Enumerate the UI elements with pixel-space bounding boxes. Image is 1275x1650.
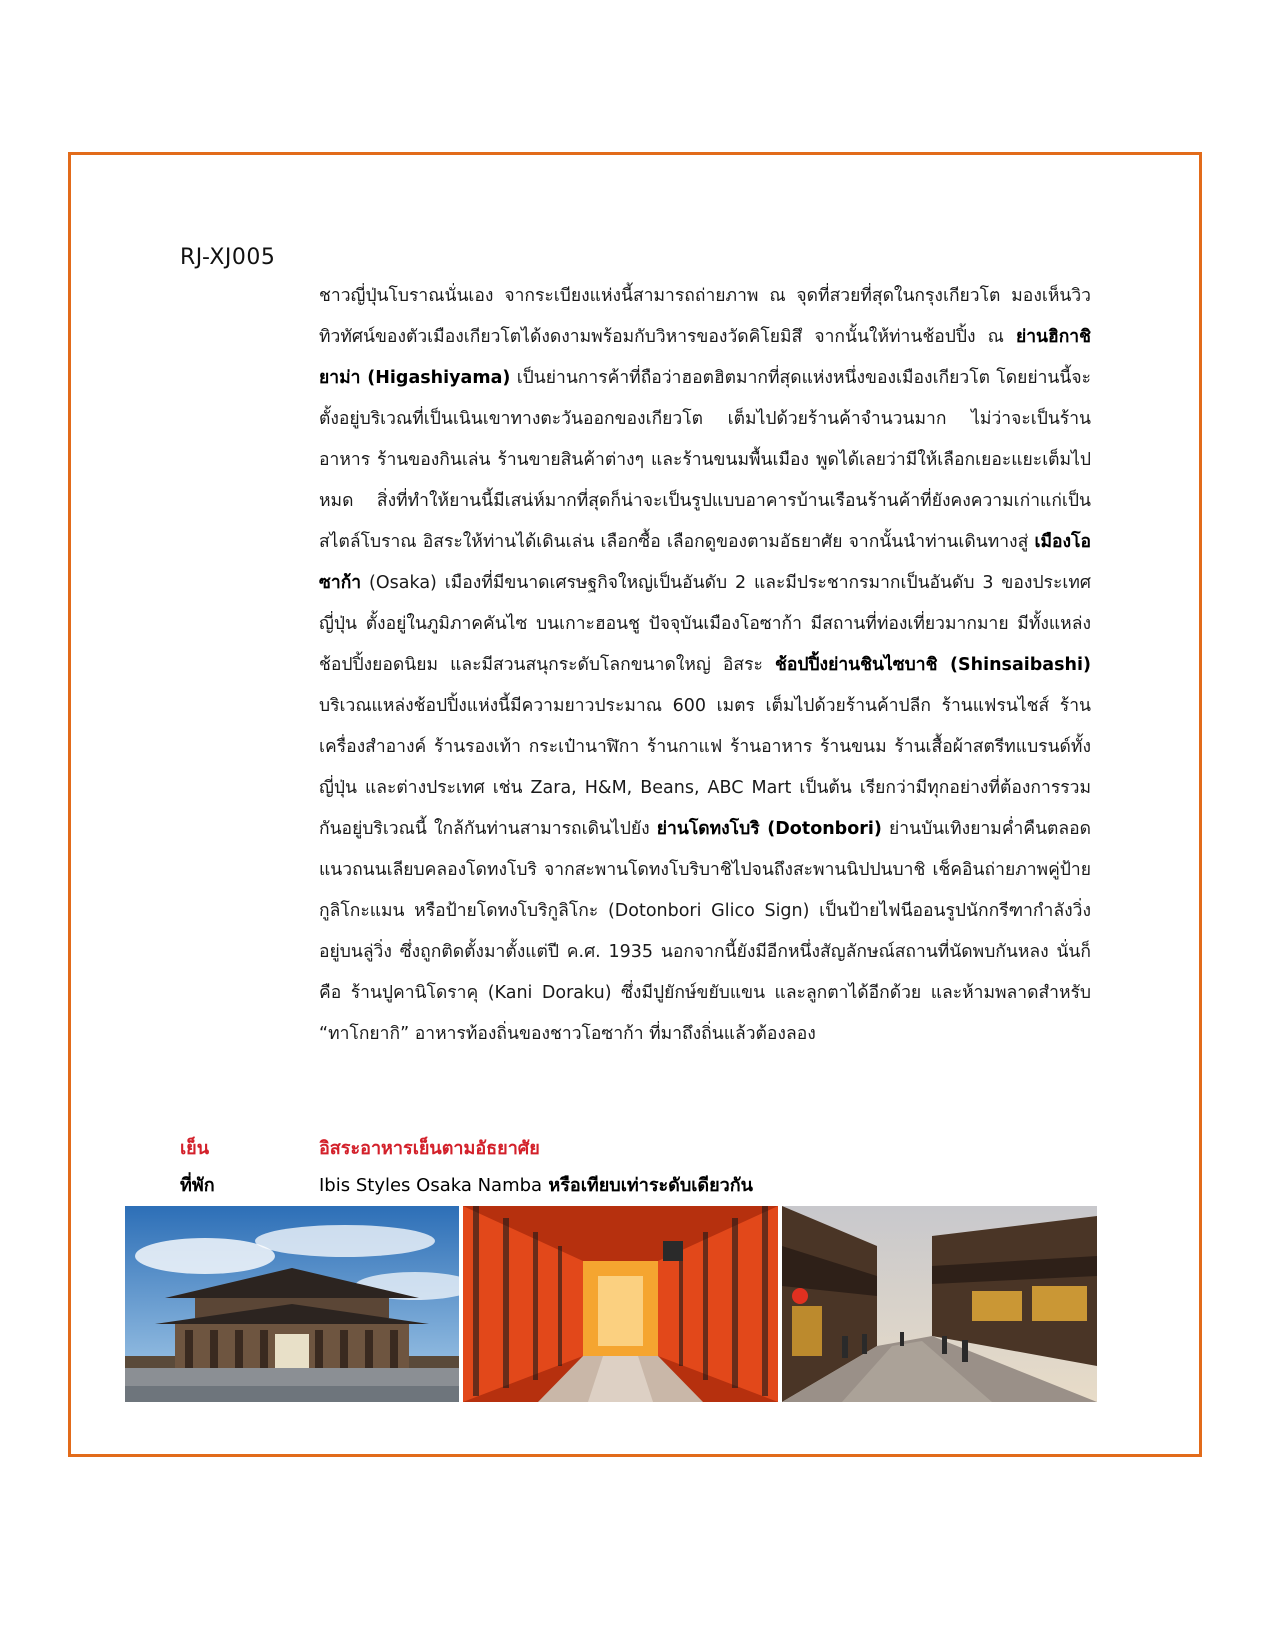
photo-old-street <box>782 1206 1097 1402</box>
itinerary-highlight-shinsaibashi: ช้อปปิ้งย่านชินไซบาชิ (Shinsaibashi) <box>774 655 1091 675</box>
dinner-value: อิสระอาหารเย็นตามอัธยาศัย <box>319 1138 540 1159</box>
itinerary-text <box>319 276 1091 1055</box>
torii-tunnel-image <box>463 1206 778 1402</box>
itinerary-p02: เป็นย่านการค้าที่ถือว่าฮอตฮิตมากที่สุดแห่งหนึ่งของเมืองเกียวโต โดยย่านนี้จะตั้งอยู่บริเวณที่เป็นเนินเขาทางตะวันออกของเกียวโต เต็มไปด้วยร้านค้าจำนวนมาก ไม่ว่าจะเป็นร้านอาหาร ร้านของกินเล่น ร้านขายสินค้าต่างๆ และร้านขนมพื้นเมือง พูดได้เลยว่ามีให้เลือกเยอะแยะเต็มไปหมด สิ่งที่ทำให้ยานนี้มีเสน่ห์มากที่สุดก็น่าจะเป็นรูปแบบอาคารบ้านเรือนร้านค้าที่ยังคงความเก่าแก่เป็นสไตล์โบราณ อิสระให้ท่านได้เดินเล่น เลือกซื้อ เลือกดูของตามอัธยาศัย จากนั้นนำท่านเดินทางสู่ <box>319 368 1091 552</box>
tour-code: RJ-XJ005 <box>180 245 276 270</box>
itinerary-p05: ย่านบันเทิงยามค่ำคืนตลอดแนวถนนเลียบคลองโดทงโบริ จากสะพานโดทงโบริบาชิไปจนถึงสะพานนิปปนบาชิ เช็คอินถ่ายภาพคู่ป้ายกูลิโกะแมน หรือป้ายโดทงโบริกูลิโกะ (Dotonbori Glico Sign) เป็นป้ายไฟนีออนรูปนักกรีฑากำลังวิ่งอยู่บนลู่วิ่ง ซึ่งถูกติดตั้งมาตั้งแต่ปี ค.ศ. 1935 นอกจากนี้ยังมีอีกหนึ่งสัญลักษณ์สถานที่นัดพบกันหลง นั่นก็คือ ร้านปูคานิโดราคุ (Kani Doraku) ซึ่งมีปูยักษ์ขยับแขน และลูกตาได้อีกด้วย และห้ามพลาดสำหรับ “ทาโกยากิ” อาหารท้องถิ่นของชาวโอซาก้า ที่มาถึงถิ่นแล้วต้องลอง <box>319 819 1091 1044</box>
photo-temple-hall <box>125 1206 459 1402</box>
itinerary-p01: ชาวญี่ปุ่นโบราณนั่นเอง จากระเบียงแห่งนี้สามารถถ่ายภาพ ณ จุดที่สวยที่สุดในกรุงเกียวโต มองเห็นวิวทิวทัศน์ของตัวเมืองเกียวโตได้งดงามพร้อมกับวิหารของวัดคิโยมิสึ จากนั้นให้ท่านช้อปปิ้ง ณ <box>319 286 1091 347</box>
itinerary-highlight-dotonbori: ย่านโดทงโบริ (Dotonbori) <box>656 819 882 839</box>
dinner-label: เย็น <box>180 1138 210 1159</box>
itinerary-p03: (Osaka) เมืองที่มีขนาดเศรษฐกิจใหญ่เป็นอันดับ 2 และมีประชากรมากเป็นอันดับ 3 ของประเทศญี่ปุ่น ตั้งอยู่ในภูมิภาคคันไซ บนเกาะฮอนชู ปัจจุบันเมืองโอซาก้า มีสถานที่ท่องเที่ยวมากมาย มีทั้งแหล่งช้อปปิ้งยอดนิยม และมีสวนสนุกระดับโลกขนาดใหญ่ อิสระ <box>319 573 1091 675</box>
temple-hall-image <box>125 1206 459 1402</box>
hotel-suffix: หรือเทียบเท่าระดับเดียวกัน <box>548 1175 753 1196</box>
itinerary-highlight-higashiyama: ย่านฮิกาชิยาม่า (Higashiyama) <box>319 327 1091 388</box>
itinerary-p04: บริเวณแหล่งช้อปปิ้งแห่งนี้มีความยาวประมาณ 600 เมตร เต็มไปด้วยร้านค้าปลีก ร้านแฟรนไชส์ ร้านเครื่องสำอางค์ ร้านรองเท้า กระเป๋านาฬิกา ร้านกาแฟ ร้านอาหาร ร้านขนม ร้านเสื้อผ้าสตรีทแบรนด์ทั้งญี่ปุ่น และต่างประเทศ เช่น Zara, H&M, Beans, ABC Mart เป็นต้น เรียกว่ามีทุกอย่างที่ต้องการรวมกันอยู่บริเวณนี้ ใกล้กันท่านสามารถเดินไปยัง <box>319 696 1091 839</box>
photo-torii-tunnel <box>463 1206 778 1402</box>
old-street-image <box>782 1206 1097 1402</box>
itinerary-highlight-osaka: เมืองโอซาก้า <box>319 532 1091 593</box>
hotel-name: Ibis Styles Osaka Namba <box>319 1175 543 1196</box>
hotel-value <box>319 1170 753 1199</box>
hotel-label: ที่พัก <box>180 1175 215 1196</box>
